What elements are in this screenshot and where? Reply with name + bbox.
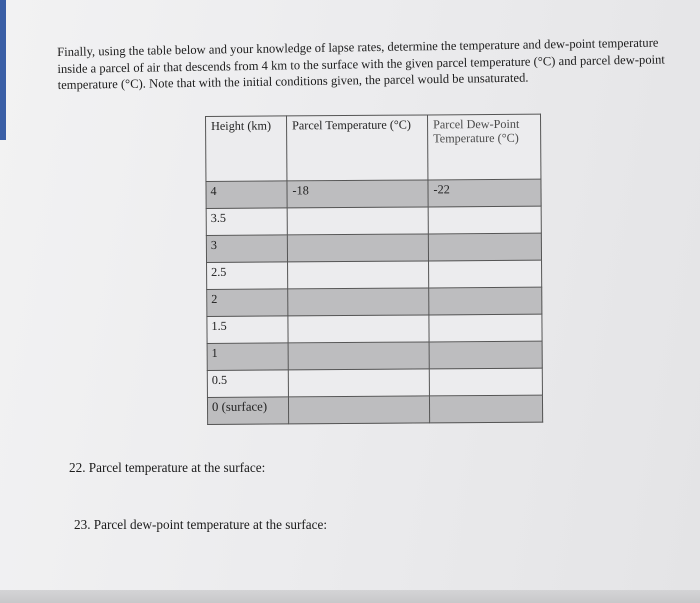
question-22: 22. Parcel temperature at the surface: bbox=[69, 460, 266, 475]
question-23: 23. Parcel dew-point temperature at the surface: bbox=[74, 517, 328, 532]
table-row bbox=[207, 341, 542, 370]
table-row bbox=[207, 395, 542, 424]
temperature-cell[interactable] bbox=[287, 207, 428, 235]
table-row bbox=[207, 287, 542, 316]
dew-point-cell[interactable] bbox=[428, 233, 541, 261]
header-parcel-dew-point: Parcel Dew-Point Temperature (°C) bbox=[427, 114, 540, 180]
height-cell: 0 (surface) bbox=[207, 397, 288, 425]
height-cell: 3 bbox=[206, 235, 287, 263]
height-cell: 0.5 bbox=[207, 370, 288, 398]
height-cell: 4 bbox=[206, 181, 287, 209]
table-row bbox=[206, 179, 541, 208]
dew-point-cell[interactable] bbox=[429, 341, 542, 369]
table-row bbox=[206, 233, 541, 262]
temperature-cell[interactable] bbox=[288, 315, 429, 343]
table-row bbox=[206, 206, 541, 235]
temperature-cell[interactable] bbox=[287, 234, 428, 262]
dew-point-cell[interactable] bbox=[429, 287, 542, 315]
height-cell: 2 bbox=[207, 289, 288, 317]
header-parcel-temperature: Parcel Temperature (°C) bbox=[287, 115, 428, 181]
dew-point-cell[interactable]: -22 bbox=[428, 179, 541, 207]
dew-point-cell[interactable] bbox=[429, 260, 542, 288]
temperature-cell[interactable] bbox=[288, 261, 429, 289]
height-cell: 2.5 bbox=[207, 262, 288, 290]
lapse-rate-table bbox=[205, 114, 543, 425]
header-height: Height (km) bbox=[206, 116, 287, 182]
table-header-row bbox=[206, 114, 541, 181]
table-row bbox=[207, 368, 542, 397]
height-cell: 1.5 bbox=[207, 316, 288, 344]
dew-point-cell[interactable] bbox=[429, 395, 542, 423]
temperature-cell[interactable]: -18 bbox=[287, 180, 428, 208]
table-row bbox=[207, 260, 542, 289]
temperature-cell[interactable] bbox=[288, 369, 429, 397]
page-bottom-shadow bbox=[0, 590, 700, 603]
dew-point-cell[interactable] bbox=[429, 314, 542, 342]
height-cell: 1 bbox=[207, 343, 288, 371]
temperature-cell[interactable] bbox=[288, 396, 429, 424]
dew-point-cell[interactable] bbox=[428, 206, 541, 234]
height-cell: 3.5 bbox=[206, 208, 287, 236]
instructions-paragraph: Finally, using the table below and your knowledge of lapse rates, determine the temperature and dew-point temperature inside a parcel of air that descends from 4 km to the surface with the given parcel temperature (°C) and parcel dew-point temperature (°C). Note that with the initial conditions given, the parcel would be unsaturated. bbox=[57, 35, 665, 92]
temperature-cell[interactable] bbox=[288, 342, 429, 370]
page-edge-strip bbox=[0, 0, 6, 140]
table-row bbox=[207, 314, 542, 343]
dew-point-cell[interactable] bbox=[429, 368, 542, 396]
temperature-cell[interactable] bbox=[288, 288, 429, 316]
